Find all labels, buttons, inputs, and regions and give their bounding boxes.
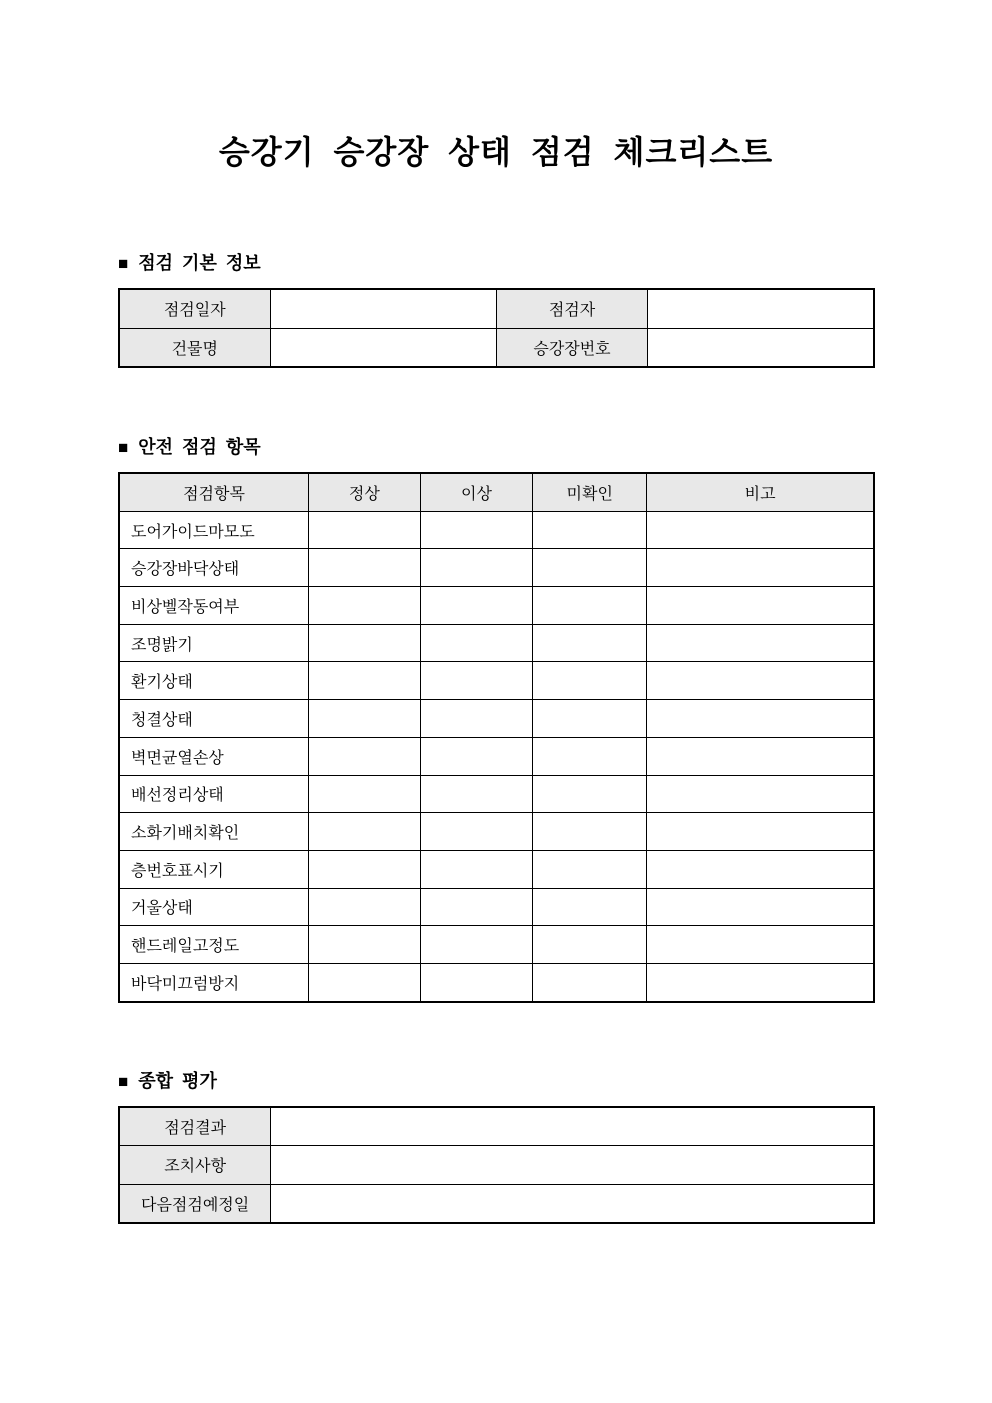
table-row <box>119 1184 874 1223</box>
item-label: 환기상태 <box>119 662 309 700</box>
column-header-normal: 정상 <box>309 473 421 511</box>
remarks-cell[interactable] <box>647 888 874 926</box>
check-cell-abnormal[interactable] <box>420 587 532 625</box>
table-row <box>119 1146 874 1184</box>
check-cell-abnormal[interactable] <box>420 549 532 587</box>
check-cell-normal[interactable] <box>309 587 421 625</box>
section-marker-icon: ■ <box>118 254 129 273</box>
remarks-cell[interactable] <box>647 813 874 851</box>
check-cell-normal[interactable] <box>309 662 421 700</box>
table-row <box>119 737 874 775</box>
section-header-safety-items <box>118 436 261 459</box>
section-header-basic-info <box>118 252 261 275</box>
building-name-input-cell[interactable] <box>270 328 497 367</box>
table-row <box>119 700 874 738</box>
check-cell-unchecked[interactable] <box>533 775 647 813</box>
item-label: 층번호표시기 <box>119 850 309 888</box>
item-label: 거울상태 <box>119 888 309 926</box>
check-cell-abnormal[interactable] <box>420 926 532 964</box>
column-header-item: 점검항목 <box>119 473 309 511</box>
table-row <box>119 662 874 700</box>
check-cell-unchecked[interactable] <box>533 624 647 662</box>
section-header-evaluation <box>118 1070 217 1093</box>
table-row <box>119 511 874 549</box>
basic-info-table <box>118 288 875 368</box>
check-cell-unchecked[interactable] <box>533 511 647 549</box>
table-row <box>119 1107 874 1146</box>
remarks-cell[interactable] <box>647 850 874 888</box>
table-row <box>119 888 874 926</box>
platform-number-input-cell[interactable] <box>648 328 875 367</box>
section-title-evaluation: 종합 평가 <box>138 1071 217 1091</box>
remarks-cell[interactable] <box>647 662 874 700</box>
field-label-action-items: 조치사항 <box>119 1146 271 1184</box>
table-row <box>119 328 874 367</box>
check-cell-unchecked[interactable] <box>533 587 647 625</box>
check-cell-normal[interactable] <box>309 700 421 738</box>
item-label: 조명밝기 <box>119 624 309 662</box>
check-cell-unchecked[interactable] <box>533 888 647 926</box>
check-cell-unchecked[interactable] <box>533 813 647 851</box>
section-marker-icon: ■ <box>118 1072 129 1091</box>
table-row <box>119 549 874 587</box>
table-header-row <box>119 473 874 511</box>
table-row <box>119 850 874 888</box>
check-cell-abnormal[interactable] <box>420 775 532 813</box>
item-label: 핸드레일고정도 <box>119 926 309 964</box>
remarks-cell[interactable] <box>647 700 874 738</box>
remarks-cell[interactable] <box>647 963 874 1001</box>
check-cell-normal[interactable] <box>309 775 421 813</box>
field-label-building-name: 건물명 <box>119 328 270 367</box>
check-cell-normal[interactable] <box>309 850 421 888</box>
check-cell-unchecked[interactable] <box>533 737 647 775</box>
check-cell-normal[interactable] <box>309 549 421 587</box>
next-inspection-date-input-cell[interactable] <box>271 1184 874 1223</box>
inspector-input-cell[interactable] <box>648 289 875 328</box>
inspection-date-input-cell[interactable] <box>270 289 497 328</box>
check-cell-abnormal[interactable] <box>420 511 532 549</box>
column-header-unchecked: 미확인 <box>533 473 647 511</box>
check-cell-unchecked[interactable] <box>533 549 647 587</box>
item-label: 바닥미끄럼방지 <box>119 963 309 1001</box>
item-label: 비상벨작동여부 <box>119 587 309 625</box>
check-cell-normal[interactable] <box>309 813 421 851</box>
check-cell-unchecked[interactable] <box>533 700 647 738</box>
table-row <box>119 813 874 851</box>
check-cell-normal[interactable] <box>309 511 421 549</box>
remarks-cell[interactable] <box>647 775 874 813</box>
check-cell-normal[interactable] <box>309 888 421 926</box>
item-label: 도어가이드마모도 <box>119 511 309 549</box>
remarks-cell[interactable] <box>647 549 874 587</box>
check-cell-abnormal[interactable] <box>420 813 532 851</box>
table-row <box>119 775 874 813</box>
check-cell-normal[interactable] <box>309 737 421 775</box>
column-header-remarks: 비고 <box>647 473 874 511</box>
section-title-basic-info: 점검 기본 정보 <box>138 253 261 273</box>
table-row <box>119 587 874 625</box>
check-cell-abnormal[interactable] <box>420 963 532 1001</box>
column-header-abnormal: 이상 <box>420 473 532 511</box>
remarks-cell[interactable] <box>647 926 874 964</box>
check-cell-normal[interactable] <box>309 624 421 662</box>
check-cell-unchecked[interactable] <box>533 963 647 1001</box>
field-label-next-inspection-date: 다음점검예정일 <box>119 1184 271 1223</box>
check-cell-abnormal[interactable] <box>420 888 532 926</box>
check-cell-normal[interactable] <box>309 926 421 964</box>
field-label-inspection-date: 점검일자 <box>119 289 270 328</box>
document-title: 승강기 승강장 상태 점검 체크리스트 <box>218 134 774 170</box>
check-cell-normal[interactable] <box>309 963 421 1001</box>
remarks-cell[interactable] <box>647 624 874 662</box>
action-items-input-cell[interactable] <box>271 1146 874 1184</box>
remarks-cell[interactable] <box>647 511 874 549</box>
safety-items-table <box>118 472 875 1003</box>
section-marker-icon: ■ <box>118 438 129 457</box>
item-label: 소화기배치확인 <box>119 813 309 851</box>
table-row <box>119 624 874 662</box>
check-cell-unchecked[interactable] <box>533 926 647 964</box>
item-label: 배선정리상태 <box>119 775 309 813</box>
table-row <box>119 926 874 964</box>
check-cell-abnormal[interactable] <box>420 737 532 775</box>
check-cell-abnormal[interactable] <box>420 700 532 738</box>
field-label-inspection-result: 점검결과 <box>119 1107 271 1146</box>
item-label: 청결상태 <box>119 700 309 738</box>
check-cell-abnormal[interactable] <box>420 624 532 662</box>
item-label: 벽면균열손상 <box>119 737 309 775</box>
field-label-inspector: 점검자 <box>497 289 648 328</box>
inspection-result-input-cell[interactable] <box>271 1107 874 1146</box>
check-cell-unchecked[interactable] <box>533 662 647 700</box>
table-row <box>119 289 874 328</box>
table-row <box>119 963 874 1001</box>
section-title-safety-items: 안전 점검 항목 <box>138 437 261 457</box>
remarks-cell[interactable] <box>647 587 874 625</box>
evaluation-table <box>118 1106 875 1224</box>
item-label: 승강장바닥상태 <box>119 549 309 587</box>
check-cell-abnormal[interactable] <box>420 662 532 700</box>
remarks-cell[interactable] <box>647 737 874 775</box>
check-cell-abnormal[interactable] <box>420 850 532 888</box>
check-cell-unchecked[interactable] <box>533 850 647 888</box>
field-label-platform-number: 승강장번호 <box>497 328 648 367</box>
